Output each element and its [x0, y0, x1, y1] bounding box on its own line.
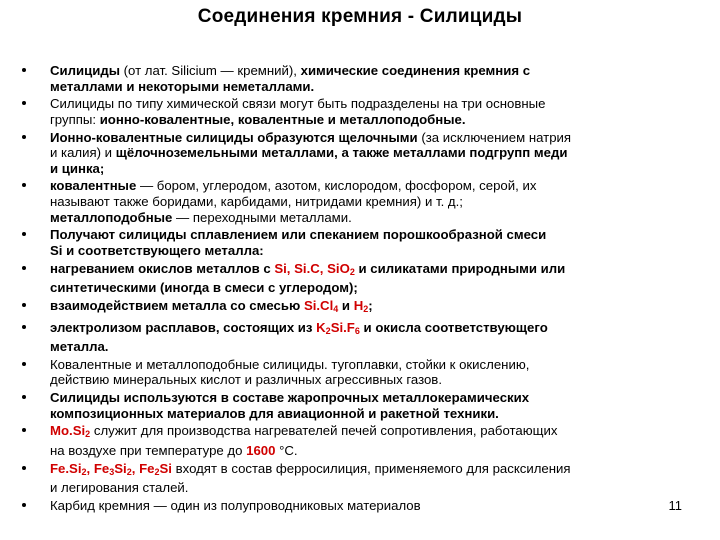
- text-segment: металла.: [50, 339, 109, 355]
- bullet-list: [34, 63, 702, 516]
- text-line: [50, 161, 702, 177]
- text-segment: ионно-ковалентные, ковалентные и металлоподобные.: [99, 111, 466, 127]
- text-segment: щёлочноземельными металлами, а также металлами подгрупп меди: [115, 145, 568, 161]
- text-segment: 3: [109, 466, 115, 477]
- text-segment: ковалентные: [50, 178, 137, 194]
- text-segment: нагреванием окислов металлов с: [50, 260, 275, 276]
- text-segment: и: [338, 297, 354, 313]
- bullet-dot-icon: [22, 303, 26, 307]
- bullet-item: [34, 63, 702, 94]
- text-segment: , Fe: [86, 460, 110, 476]
- text-segment: Получают силициды сплавлением или спеканием порошкообразной смеси: [50, 227, 547, 243]
- text-segment: (за исключением натрия: [417, 129, 572, 145]
- text-line: [50, 320, 702, 340]
- text-segment: взаимодействием металла со смесью: [50, 297, 304, 313]
- text-segment: химические соединения кремния с: [300, 63, 531, 78]
- text-segment: 6: [354, 325, 360, 336]
- slide-title: Соединения кремния - Силициды: [197, 6, 523, 27]
- bullet-dot-icon: [22, 266, 26, 270]
- text-line: [50, 112, 702, 128]
- text-segment: Силициды по типу химической связи могут быть подразделены на три основные: [50, 96, 546, 112]
- bullet-dot-icon: [22, 428, 26, 432]
- text-segment: K: [316, 319, 326, 335]
- text-line: [50, 145, 702, 161]
- text-segment: Fe.Si: [50, 460, 82, 476]
- text-segment: металлоподобные: [50, 209, 173, 225]
- bullet-item: [34, 390, 702, 421]
- text-line: [50, 280, 702, 296]
- text-segment: 2: [349, 266, 355, 277]
- text-line: [50, 79, 702, 95]
- bullet-dot-icon: [22, 395, 26, 399]
- text-line: [50, 443, 702, 459]
- text-segment: (от лат. Silicium — кремний),: [119, 63, 301, 78]
- bullet-item: [34, 423, 702, 458]
- text-segment: ;: [368, 297, 373, 313]
- text-segment: входят в состав ферросилиция, применяемого для расксиления: [171, 460, 571, 476]
- text-segment: 2: [81, 466, 87, 477]
- text-segment: Mo.Si: [50, 423, 86, 439]
- text-line: [50, 96, 702, 112]
- bullet-dot-icon: [22, 68, 26, 72]
- text-segment: Карбид кремния — один из полупроводниковых материалов: [50, 497, 421, 513]
- bullet-item: [34, 96, 702, 127]
- text-line: [50, 178, 702, 194]
- text-segment: Si.F: [330, 319, 355, 335]
- bullet-dot-icon: [22, 101, 26, 105]
- bullet-item: [34, 357, 702, 388]
- text-segment: 2: [126, 466, 132, 477]
- bullet-item: [34, 227, 702, 258]
- text-segment: электролизом расплавов, состоящих из: [50, 319, 317, 335]
- text-segment: композиционных материалов для авиационной и ракетной техники.: [50, 405, 499, 421]
- text-segment: 2: [363, 303, 369, 314]
- bullet-item: [34, 498, 702, 514]
- page-number: 11: [668, 498, 682, 513]
- bullet-item: [34, 461, 702, 496]
- text-segment: группы:: [50, 111, 100, 127]
- text-line: [50, 210, 702, 226]
- text-segment: 2: [154, 466, 160, 477]
- bullet-item: [34, 130, 702, 177]
- text-segment: Ионно-ковалентные силициды образуются щелочными: [50, 129, 418, 145]
- text-line: [50, 372, 702, 388]
- text-segment: называют также боридами, карбидами, нитридами кремния) и т. д.;: [50, 194, 463, 210]
- text-segment: 1600: [246, 443, 276, 458]
- text-segment: 2: [85, 429, 91, 440]
- bullet-dot-icon: [22, 362, 26, 366]
- text-line: [50, 357, 702, 373]
- text-segment: Si, Si.C, SiO: [274, 260, 350, 276]
- text-segment: и калия) и: [50, 145, 116, 161]
- text-segment: металлами и некоторыми неметаллами.: [50, 78, 315, 94]
- text-line: [50, 243, 702, 259]
- text-segment: на воздухе при температуре до: [50, 443, 247, 458]
- text-line: [50, 498, 702, 514]
- text-line: [50, 227, 702, 243]
- bullet-dot-icon: [22, 183, 26, 187]
- text-segment: — переходными металлами.: [172, 209, 352, 225]
- text-segment: и легирования сталей.: [50, 480, 189, 496]
- text-line: [50, 130, 702, 146]
- text-line: [50, 390, 702, 406]
- bullet-dot-icon: [22, 135, 26, 139]
- text-segment: действию минеральных кислот и различных агрессивных газов.: [50, 372, 442, 388]
- text-segment: Ковалентные и металлоподобные силициды. тугоплавки, стойки к окислению,: [50, 356, 530, 372]
- text-segment: и окисла соответствующего: [359, 319, 548, 335]
- bullet-item: [34, 298, 702, 318]
- text-segment: , Fe: [131, 460, 155, 476]
- text-segment: Силициды: [50, 63, 120, 78]
- text-segment: Si и соответствующего металла:: [50, 242, 264, 258]
- bullet-item: [34, 320, 702, 355]
- text-segment: и силикатами природными или: [354, 260, 566, 276]
- text-segment: и цинка;: [50, 160, 105, 176]
- bullet-dot-icon: [22, 466, 26, 470]
- text-line: [50, 423, 702, 443]
- text-segment: Силициды используются в составе жаропрочных металлокерамических: [50, 390, 530, 406]
- text-line: [50, 298, 702, 318]
- text-segment: °С.: [275, 443, 298, 458]
- text-line: [50, 261, 702, 281]
- text-segment: 4: [333, 303, 339, 314]
- text-segment: служит для производства нагревателей печей сопротивления, работающих: [90, 423, 558, 439]
- text-segment: Si: [159, 460, 172, 476]
- text-segment: H: [353, 297, 364, 313]
- bullet-dot-icon: [22, 232, 26, 236]
- text-line: [50, 339, 702, 355]
- text-line: [50, 194, 702, 210]
- bullet-dot-icon: [22, 325, 26, 329]
- bullet-dot-icon: [22, 503, 26, 507]
- text-segment: — бором, углеродом, азотом, кислородом, фосфором, серой, их: [136, 178, 537, 194]
- text-line: [50, 406, 702, 422]
- text-segment: 2: [325, 325, 331, 336]
- bullet-item: [34, 261, 702, 296]
- text-line: [50, 480, 702, 496]
- text-line: [50, 461, 702, 481]
- bullet-item: [34, 178, 702, 225]
- text-line: [50, 63, 702, 79]
- text-segment: Si.Cl: [303, 297, 334, 313]
- text-segment: Si: [114, 460, 127, 476]
- text-segment: синтетическими (иногда в смеси с углеродом);: [50, 280, 358, 296]
